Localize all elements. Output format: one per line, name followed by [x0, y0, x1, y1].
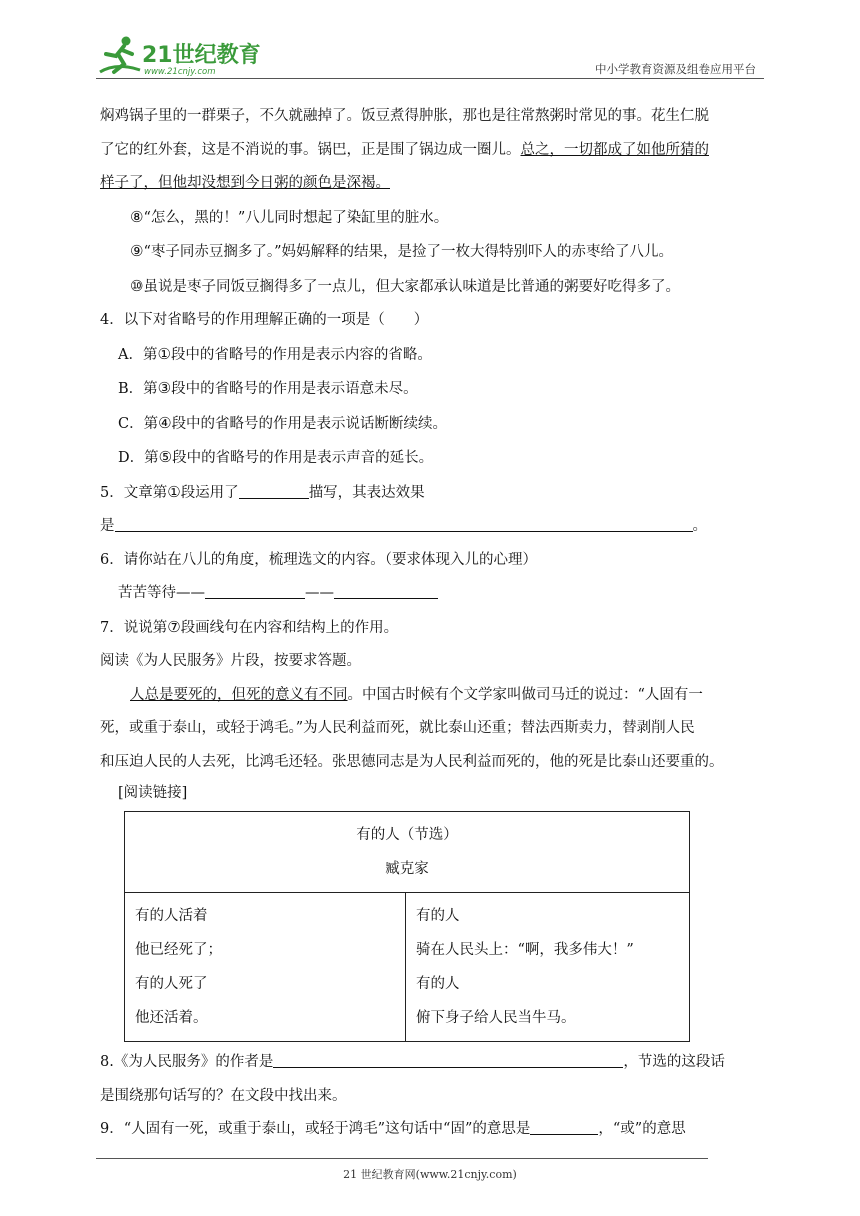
question-8 — [100, 1046, 762, 1080]
paragraph-number: ⑨ — [130, 242, 144, 260]
reading-intro: 阅读《为人民服务》片段，按要求答题。 — [100, 653, 361, 669]
reading-link-label: [阅读链接] — [118, 785, 188, 801]
question-text: ，“或”的意思 — [598, 1121, 686, 1137]
option-label: C．第 — [118, 415, 159, 432]
question-text: 描写，其表达效果 — [308, 484, 425, 501]
poem-line: 他已经死了； — [135, 942, 222, 958]
option-text: 段中的省略号的作用是表示内容的省略。 — [170, 346, 432, 363]
paragraph-10 — [100, 270, 762, 305]
answer-blank[interactable] — [115, 515, 693, 532]
paragraph-number: ① — [157, 344, 171, 363]
paragraph-number: ④ — [158, 413, 172, 432]
question-text: 8.《为人民服务》的作者是 — [100, 1054, 274, 1070]
footer-rule — [96, 1158, 708, 1159]
reading-line — [100, 679, 762, 713]
paragraph-text: 虽说是枣子同饭豆搁得多了一点儿，但大家都承认味道是比普通的粥要好吃得多了。 — [143, 278, 680, 295]
poem-table — [124, 811, 690, 1042]
underlined-sentence: 样子了，但他却没想到今日粥的颜色是深褐。 — [100, 175, 390, 191]
poem-line: 有的人 — [416, 908, 460, 924]
header-platform-text: 中小学教育资源及组卷应用平台 — [595, 62, 756, 76]
question-8-line2: 是围绕那句话写的？在文段中找出来。 — [100, 1087, 347, 1104]
option-b[interactable] — [100, 372, 762, 407]
logo-url: www.21cnjy.com — [144, 67, 216, 77]
question-text: 段画线句在内容和结构上的作用。 — [180, 619, 399, 636]
poem-line: 他还活着。 — [135, 1010, 208, 1026]
question-7 — [100, 611, 762, 646]
poem-line: 有的人活着 — [135, 908, 208, 924]
underlined-sentence: 人总是要死的，但死的意义有不同 — [130, 686, 348, 703]
paragraph-number: ⑩ — [130, 276, 144, 295]
option-a[interactable] — [100, 338, 762, 373]
answer-blank[interactable] — [334, 582, 438, 599]
poem-header-cell — [125, 812, 690, 893]
question-6-stem: 6．请你站在八儿的角度，梳理选文的内容。（要求体现入儿的心理） — [100, 551, 537, 568]
logo-text: 21世纪教育 — [142, 43, 261, 68]
reading-line: 和压迫人民的人去死，比鸿毛还轻。张思德同志是为人民利益而死的，他的死是比泰山还要重的。 — [100, 753, 724, 770]
question-text: 。 — [692, 518, 707, 534]
question-text: ，节选的这段话 — [623, 1054, 725, 1070]
option-label: A．第 — [118, 346, 158, 363]
question-5-line2 — [100, 510, 762, 544]
option-label: D．第 — [118, 450, 159, 466]
option-c[interactable] — [100, 407, 762, 442]
question-4-stem: 4．以下对省略号的作用理解正确的一项是（ ） — [100, 312, 429, 328]
question-6-chain — [100, 577, 762, 611]
question-text: 9．“人固有一死，或重于泰山，或轻于鸿毛”这句话中“固”的意思是 — [100, 1121, 531, 1137]
runner-logo-icon — [96, 32, 266, 80]
reading-line: 死，或重于泰山，或轻于鸿毛。”为人民利益而死，就比泰山还重；替法西斯卖力，替剥削人民 — [100, 720, 695, 736]
passage-text: 了它的红外套，这是不消说的事。锅巴，正是围了锅边成一圈儿。 — [100, 141, 521, 158]
poem-line: 俯下身子给人民当牛马。 — [416, 1010, 576, 1026]
paragraph-9 — [100, 235, 762, 270]
option-text: 段中的省略号的作用是表示声音的延长。 — [172, 450, 434, 466]
reading-text: 。中国古时候有个文学家叫做司马迁的说过：“人固有一 — [347, 686, 703, 703]
paragraph-8 — [100, 201, 762, 236]
answer-blank[interactable] — [530, 1118, 598, 1135]
header-rule — [96, 78, 764, 79]
paragraph-text: “怎么，黑的！”八儿同时想起了染缸里的脏水。 — [143, 209, 449, 226]
answer-blank[interactable] — [205, 582, 305, 599]
question-9 — [100, 1113, 762, 1147]
option-label: B．第 — [118, 381, 158, 397]
poem-title: 有的人（节选） — [356, 827, 458, 843]
paragraph-number: ① — [167, 482, 181, 501]
poem-line: 有的人死了 — [135, 976, 208, 992]
site-logo — [96, 32, 266, 80]
passage-line — [100, 167, 762, 201]
option-text: 段中的省略号的作用是表示说话断断续续。 — [171, 415, 448, 432]
question-text: 段运用了 — [180, 484, 239, 501]
paragraph-number: ⑦ — [167, 617, 181, 636]
chain-dash: —— — [305, 585, 334, 601]
poem-line: 有的人 — [416, 976, 460, 992]
question-text: 是 — [100, 518, 115, 534]
paragraph-number: ⑤ — [158, 448, 173, 466]
question-text: 7．说说第 — [100, 619, 168, 636]
poem-line: 骑在人民头上：“啊，我多伟大！” — [416, 942, 634, 958]
passage-text: 焖鸡锅子里的一群栗子，不久就融掉了。饭豆煮得肿胀，那也是往常熬粥时常见的事。花生仁脱 — [100, 108, 709, 124]
poem-right-cell — [406, 893, 690, 1042]
answer-blank[interactable] — [239, 482, 309, 499]
paragraph-number: ⑧ — [130, 207, 144, 226]
underlined-sentence: 总之，一切都成了如他所猜的 — [520, 141, 709, 158]
answer-blank[interactable] — [273, 1051, 623, 1068]
document-body — [100, 100, 762, 1147]
option-d[interactable] — [100, 441, 762, 476]
question-text: 5．文章第 — [100, 484, 168, 501]
question-5 — [100, 476, 762, 511]
passage-line — [100, 100, 762, 134]
footer-text: 21 世纪教育网(www.21cnjy.com) — [343, 1168, 517, 1181]
option-text: 段中的省略号的作用是表示语意未尽。 — [171, 381, 418, 397]
passage-line — [100, 134, 762, 168]
poem-left-cell — [125, 893, 406, 1042]
paragraph-number: ③ — [157, 379, 172, 397]
chain-start: 苦苦等待—— — [118, 585, 205, 601]
paragraph-text: “枣子同赤豆搁多了。”妈妈解释的结果，是捡了一枚大得特别吓人的赤枣给了八儿。 — [143, 244, 674, 260]
poem-author: 臧克家 — [385, 861, 429, 877]
